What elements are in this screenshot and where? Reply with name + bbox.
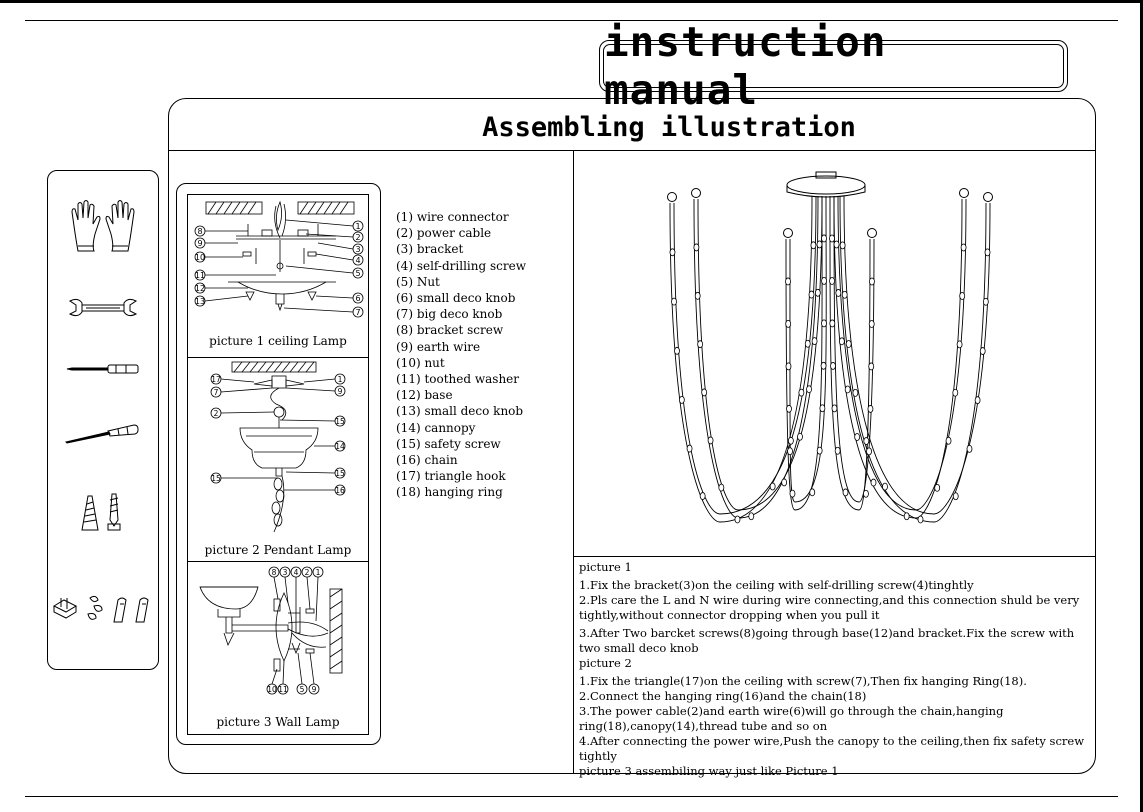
chandelier-bulb <box>668 193 677 202</box>
chandelier-bead <box>687 445 692 452</box>
chandelier-bead <box>831 362 836 369</box>
callout-label: 11 <box>194 271 206 280</box>
callout-label: 2 <box>355 233 361 242</box>
list-item: (11) toothed washer <box>396 372 520 387</box>
chandelier-bead <box>798 433 803 440</box>
list-item: (1) wire connector <box>396 210 509 224</box>
list-item: (18) hanging ring <box>396 485 503 500</box>
chandelier-bead <box>815 289 820 296</box>
picture-divider <box>187 561 369 562</box>
chandelier-bead <box>810 489 815 496</box>
list-item: (12) base <box>396 388 453 403</box>
chandelier-bead <box>822 235 827 242</box>
instruction-step: 1.Fix the bracket(3)on the ceiling with self-drilling screw(4)tinghtly <box>579 578 974 592</box>
anchors-screws-icon <box>80 492 126 532</box>
section-title: Assembling illustration <box>482 112 856 143</box>
chandelier-bead <box>698 341 703 348</box>
list-item: (6) small deco knob <box>396 291 516 306</box>
chandelier-bead <box>674 347 679 354</box>
callout-label: 4 <box>355 256 361 265</box>
list-item: (4) self-drilling screw <box>396 258 526 273</box>
chandelier-bead <box>799 389 804 396</box>
callout-label: 15 <box>335 469 345 478</box>
picture-2-caption: picture 2 Pendant Lamp <box>204 543 352 557</box>
chandelier-bead <box>788 437 793 444</box>
list-item: (2) power cable <box>396 226 492 241</box>
callout-label: 9 <box>311 685 317 694</box>
chandelier-bead <box>811 242 816 249</box>
callout-label: 1 <box>315 568 321 577</box>
callout-label: 13 <box>194 297 206 306</box>
chandelier-bead <box>869 363 874 370</box>
chandelier-bead <box>834 241 839 248</box>
title-box <box>599 18 1068 114</box>
instructions-text <box>579 560 1091 779</box>
picture-3-caption: picture 3 Wall Lamp <box>216 715 340 729</box>
chandelier-arm <box>834 196 874 502</box>
chandelier-bead <box>867 448 872 455</box>
chandelier-bead <box>836 289 841 296</box>
callout-label: 3 <box>282 568 288 577</box>
chandelier-bead <box>855 434 860 441</box>
callout-label: 8 <box>271 568 277 577</box>
instruction-step: 3.The power cable(2)and earth wire(6)will go through the chain,hanging ring(18),canopy(14),thread tube and so on <box>579 704 1004 733</box>
chandelier-illustration <box>580 160 1090 550</box>
chandelier-bead <box>735 516 740 523</box>
list-item: (10) nut <box>396 355 445 370</box>
instruction-step: 4.After connecting the power wire,Push the canopy to the ceiling,then fix safety screw tightly <box>579 734 1085 763</box>
instruction-step: 1.Fix the triangle(17)on the ceiling with screw(7),Then fix hanging Ring(18). <box>579 674 1027 688</box>
instruction-step: 3.After Two barcket screws(8)going through base(12)and bracket.Fix the screw with two small deco knob <box>579 626 1075 655</box>
picture-divider <box>187 357 369 358</box>
chandelier-bead <box>782 479 787 486</box>
chandelier-bead <box>961 244 966 251</box>
chandelier-bead <box>788 448 793 455</box>
chandelier-bead <box>904 513 909 520</box>
callout-label: 10 <box>267 685 277 694</box>
callout-label: 2 <box>213 409 219 418</box>
list-item: (7) big deco knob <box>396 307 503 322</box>
instructions-rule <box>573 556 1096 557</box>
chandelier-bead <box>845 386 850 393</box>
callout-label: 2 <box>304 568 310 577</box>
callout-label: 8 <box>197 227 203 236</box>
chandelier-bead <box>817 241 822 248</box>
page-title: instruction manual <box>604 18 887 114</box>
chandelier-bead <box>708 437 713 444</box>
chandelier-bead <box>809 291 814 298</box>
chandelier-bead <box>770 483 775 490</box>
chandelier-bead <box>807 386 812 393</box>
picture-1-caption: picture 1 ceiling Lamp <box>209 334 347 348</box>
chandelier-bead <box>953 493 958 500</box>
callout-label: 1 <box>337 375 343 384</box>
chandelier-bead <box>695 292 700 299</box>
list-item: (17) triangle hook <box>396 469 506 484</box>
chandelier-bead <box>935 484 940 491</box>
chandelier-bead <box>812 338 817 345</box>
panel-column-divider <box>573 150 574 774</box>
callout-label: 5 <box>355 269 361 278</box>
chandelier-bead <box>918 516 923 523</box>
chandelier-bead <box>864 438 869 445</box>
panel-header-rule <box>168 150 1096 151</box>
instruction-step: 2.Pls care the L and N wire during wire connecting,and this connection shuld be very tightly,without connector dropping when you pull it <box>579 593 1080 622</box>
chandelier-bead <box>790 490 795 497</box>
chandelier-bead <box>821 362 826 369</box>
wall-lamp-diagram <box>188 563 368 703</box>
chandelier-bead <box>817 447 822 454</box>
chandelier-bead <box>967 445 972 452</box>
chandelier-bead <box>869 320 874 327</box>
flat-screwdriver-icon <box>66 362 140 376</box>
pendant-lamp-diagram <box>188 360 368 536</box>
picture-2-heading: picture 2 <box>579 656 632 670</box>
chandelier-bead <box>787 405 792 412</box>
chandelier-bead <box>670 249 675 256</box>
list-item: (5) Nut <box>396 274 440 289</box>
chandelier-bead <box>846 340 851 347</box>
callout-label: 12 <box>194 284 206 293</box>
picture-1-heading: picture 1 <box>579 560 632 574</box>
chandelier-bead <box>700 493 705 500</box>
chandelier-bead <box>786 278 791 285</box>
chandelier-arm <box>838 196 966 510</box>
chandelier-bead <box>840 242 845 249</box>
ceiling-lamp-diagram <box>188 196 368 322</box>
list-item: (15) safety screw <box>396 436 501 451</box>
chandelier-bead <box>702 389 707 396</box>
callout-label: 3 <box>355 245 361 254</box>
chandelier-bead <box>985 249 990 256</box>
callout-label: 15 <box>335 417 345 426</box>
chandelier-bead <box>679 396 684 403</box>
callout-label: 4 <box>293 568 299 577</box>
small-parts-icon <box>50 590 158 624</box>
chandelier-arm <box>698 196 822 510</box>
list-item: (9) earth wire <box>396 339 481 354</box>
callout-label: 5 <box>299 685 305 694</box>
chandelier-bead <box>980 348 985 355</box>
chandelier-bead <box>957 341 962 348</box>
callout-label: 16 <box>335 486 345 495</box>
chandelier-bead <box>839 338 844 345</box>
parts-list <box>396 209 526 501</box>
phillips-screwdriver-icon <box>64 421 140 445</box>
list-item: (14) cannopy <box>396 420 476 435</box>
list-item: (3) bracket <box>396 242 464 257</box>
list-item: (8) bracket screw <box>396 323 504 338</box>
chandelier-bulb <box>868 229 877 238</box>
chandelier-bead <box>749 513 754 520</box>
chandelier-bead <box>960 292 965 299</box>
chandelier-bead <box>953 389 958 396</box>
page-frame-top <box>0 0 1143 3</box>
chandelier-bulb <box>984 193 993 202</box>
chandelier-bead <box>719 484 724 491</box>
callout-label: 15 <box>211 474 221 483</box>
callout-label: 14 <box>335 442 345 451</box>
chandelier-bead <box>975 397 980 404</box>
chandelier-bulb <box>960 189 969 198</box>
chandelier-arm-guide <box>694 196 818 518</box>
bottom-rule <box>25 796 1118 797</box>
list-item: (13) small deco knob <box>396 404 524 419</box>
chandelier-bead <box>863 490 868 497</box>
callout-label: 7 <box>213 388 219 397</box>
chandelier-bead <box>868 405 873 412</box>
list-item: (16) chain <box>396 453 458 468</box>
chandelier-bead <box>830 277 835 284</box>
callout-label: 10 <box>194 253 206 262</box>
chandelier-bead <box>842 291 847 298</box>
chandelier-bead <box>882 483 887 490</box>
chandelier-bead <box>786 320 791 327</box>
chandelier-bead <box>835 447 840 454</box>
chandelier-bead <box>672 298 677 305</box>
chandelier-bead <box>786 363 791 370</box>
chandelier-bead <box>821 320 826 327</box>
callout-label: 17 <box>211 375 221 384</box>
chandelier-bead <box>832 405 837 412</box>
chandelier-bead <box>694 244 699 251</box>
chandelier-bead <box>843 489 848 496</box>
picture-3-note: picture 3 assembiling way just like Picture 1 <box>579 764 839 778</box>
callout-label: 9 <box>197 239 203 248</box>
chandelier-bulb <box>784 229 793 238</box>
chandelier-bead <box>869 278 874 285</box>
chandelier-bead <box>805 340 810 347</box>
callout-label: 11 <box>278 685 288 694</box>
chandelier-bead <box>853 389 858 396</box>
callout-label: 7 <box>355 308 361 317</box>
instruction-step: 2.Connect the hanging ring(16)and the chain(18) <box>579 689 867 703</box>
chandelier-bead <box>820 405 825 412</box>
chandelier-bead <box>829 235 834 242</box>
chandelier-bead <box>983 298 988 305</box>
chandelier-bead <box>946 437 951 444</box>
chandelier-bead <box>871 479 876 486</box>
callout-label: 9 <box>337 387 343 396</box>
chandelier-arm <box>694 196 818 518</box>
wrench-icon <box>68 297 138 319</box>
gloves-icon <box>68 196 138 256</box>
chandelier-bead <box>830 320 835 327</box>
callout-label: 6 <box>355 294 361 303</box>
chandelier-bulb <box>692 189 701 198</box>
chandelier-bead <box>822 277 827 284</box>
callout-label: 1 <box>355 222 361 231</box>
